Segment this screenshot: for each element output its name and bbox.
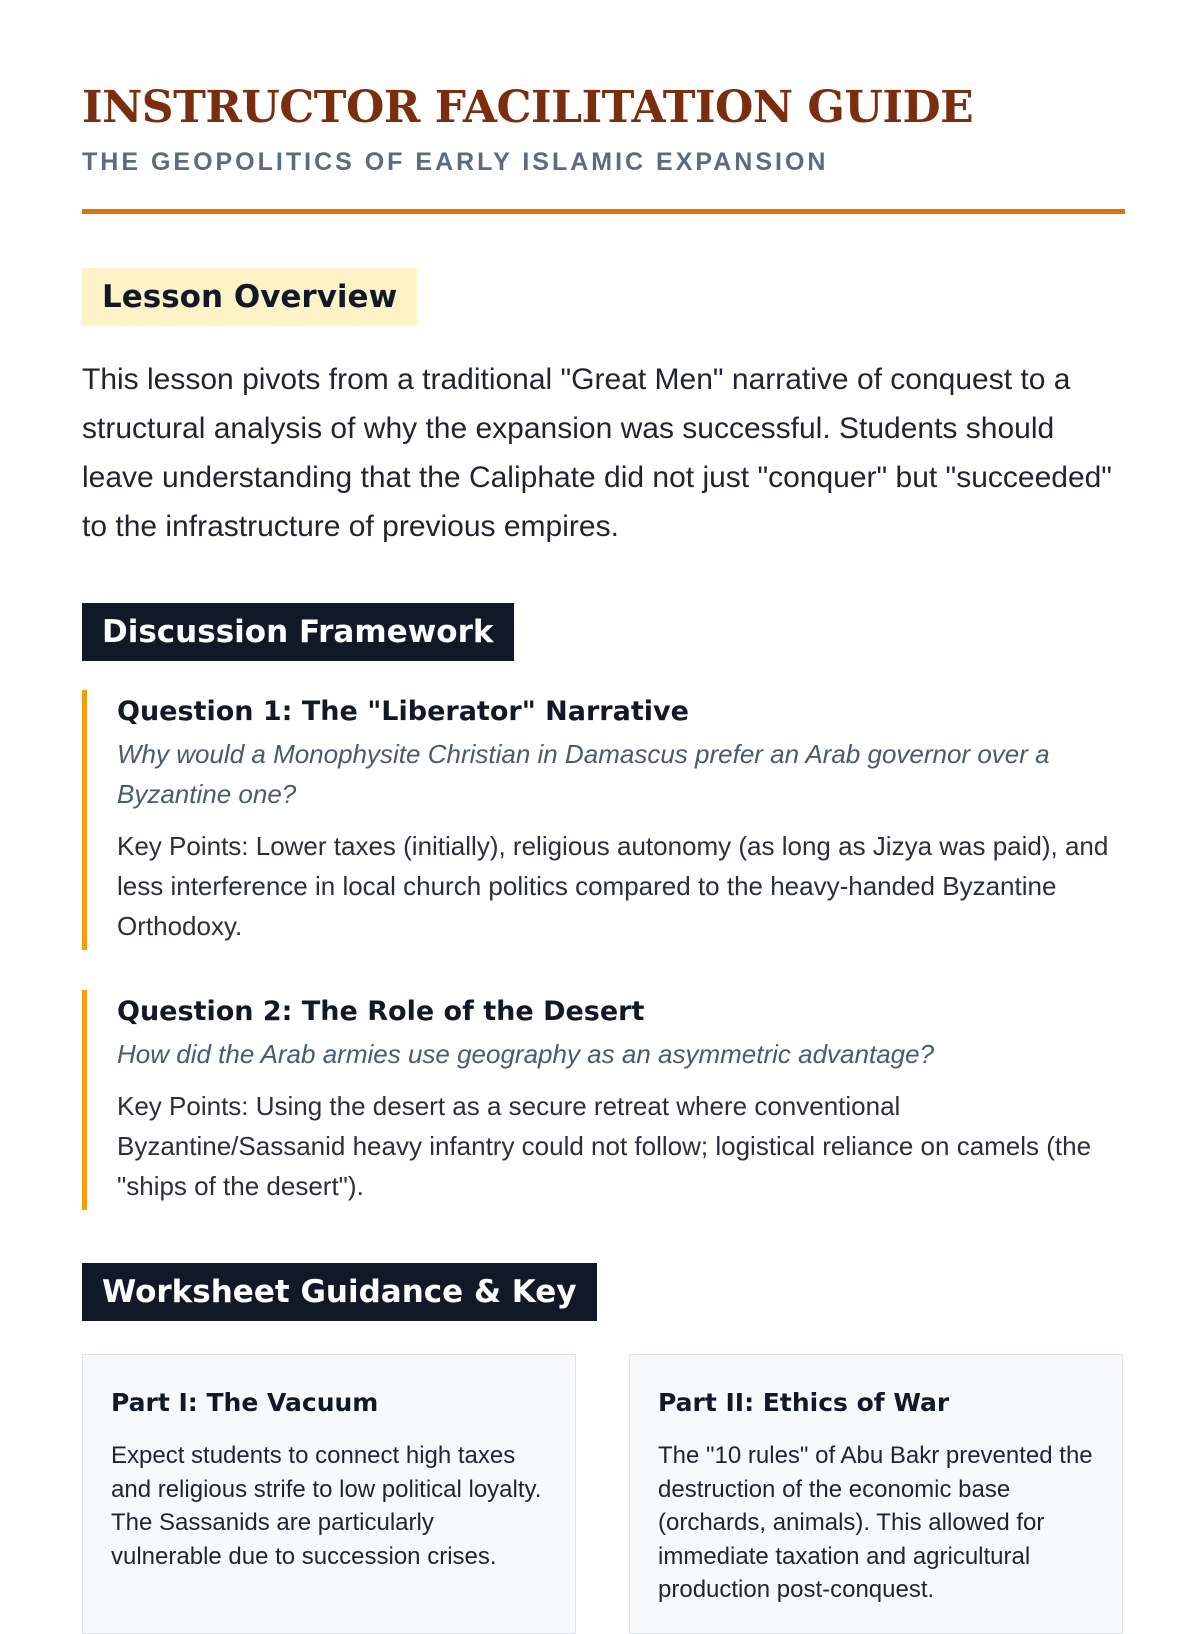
question-key-points: Key Points: Using the desert as a secure retreat where conventional Byzantine/Sassanid heavy infantry could not follow; logistical reliance on camels (the "ships of the desert"). — [117, 1091, 1092, 1201]
question-title: Question 2: The Role of the Desert — [117, 996, 645, 1027]
worksheet-card-part-2 — [629, 1354, 1123, 1634]
section-heading-lesson-overview: Lesson Overview — [82, 268, 417, 326]
title-divider — [82, 209, 1125, 214]
discussion-question-1 — [82, 690, 1132, 950]
card-title: Part II: Ethics of War — [658, 1388, 950, 1417]
question-title: Question 1: The "Liberator" Narrative — [117, 696, 689, 727]
discussion-question-2 — [82, 990, 1132, 1210]
question-prompt: Why would a Monophysite Christian in Damascus prefer an Arab governor over a Byzantine one? — [117, 739, 1050, 809]
page-title: INSTRUCTOR FACILITATION GUIDE — [82, 82, 974, 133]
card-body: The "10 rules" of Abu Bakr prevented the destruction of the economic base (orchards, animals). This allowed for immediate taxation and agricultural production post-conquest. — [658, 1442, 1093, 1603]
worksheet-card-part-1 — [82, 1354, 576, 1634]
card-title: Part I: The Vacuum — [111, 1388, 379, 1417]
page-subtitle: THE GEOPOLITICS OF EARLY ISLAMIC EXPANSION — [82, 148, 829, 176]
question-prompt: How did the Arab armies use geography as an asymmetric advantage? — [117, 1039, 935, 1069]
question-key-points: Key Points: Lower taxes (initially), religious autonomy (as long as Jizya was paid), and less interference in local church politics compared to the heavy-handed Byzantine Orthodoxy. — [117, 831, 1109, 941]
section-heading-discussion-framework: Discussion Framework — [82, 603, 514, 661]
card-body: Expect students to connect high taxes and religious strife to low political loyalty. The Sassanids are particularly vulnerable due to succession crises. — [111, 1442, 542, 1570]
section-heading-worksheet-guidance: Worksheet Guidance & Key — [82, 1263, 597, 1321]
lesson-overview-text: This lesson pivots from a traditional "Great Men" narrative of conquest to a structural analysis of why the expansion was successful. Students should leave understanding that the Caliphate did not just "conquer" but "succeeded" to the infrastructure of previous empires. — [82, 363, 1112, 543]
